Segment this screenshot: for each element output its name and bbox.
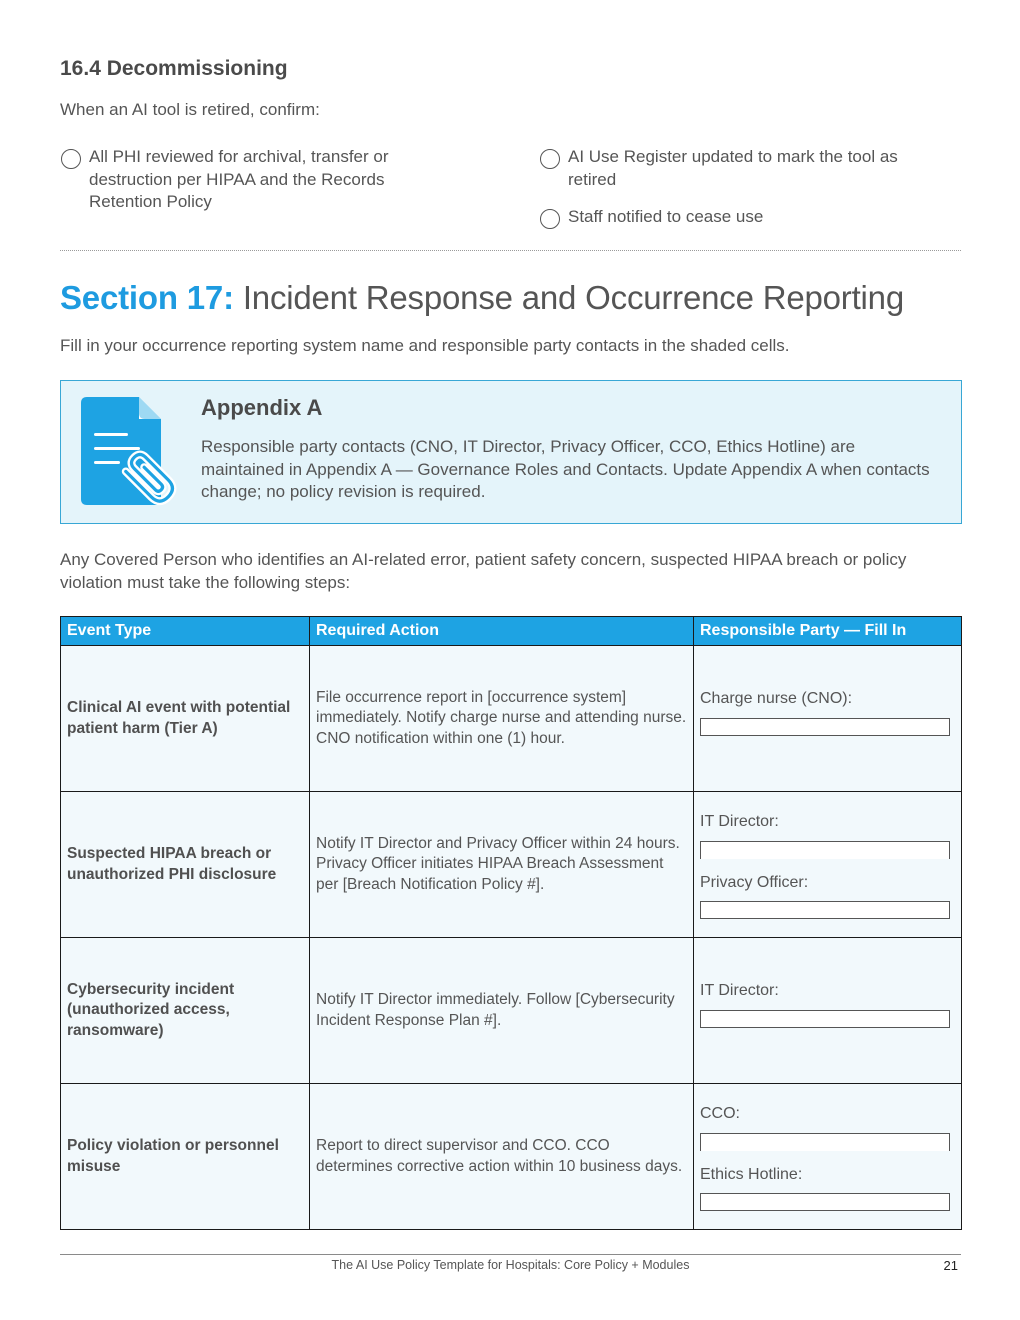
field-label: Privacy Officer: (700, 873, 809, 891)
fill-in-field[interactable] (700, 841, 950, 859)
appendix-callout (60, 380, 962, 524)
incident-steps-table (60, 616, 962, 1230)
document-paperclip-icon (81, 395, 177, 509)
event-type-cell: Clinical AI event with potential patient harm (Tier A) (61, 646, 310, 792)
table-row (61, 1084, 962, 1230)
field-label: CCO: (700, 1105, 740, 1123)
footer-title: The AI Use Policy Template for Hospitals: Core Policy + Modules (331, 1258, 690, 1272)
checklist-item[interactable] (60, 146, 440, 214)
checklist-item-label: AI Use Register updated to mark the tool as retired (568, 147, 898, 189)
checklist-item-label: Staff notified to cease use (568, 207, 764, 226)
section-number: Section 17: (60, 279, 234, 316)
checklist-item[interactable] (539, 206, 939, 229)
footer-rule (60, 1254, 961, 1255)
decommissioning-heading: 16.4 Decommissioning (60, 57, 288, 80)
responsible-party-cell (694, 938, 962, 1084)
responsible-party-cell (694, 646, 962, 792)
checkbox-circle-icon[interactable] (540, 209, 560, 229)
fill-in-field[interactable] (700, 1133, 950, 1151)
column-header-responsible-party: Responsible Party — Fill In (694, 617, 962, 646)
required-action-cell: Notify IT Director and Privacy Officer within 24 hours. Privacy Officer initiates HIPAA Breach Assessment per [Breach Notification Policy #]. (310, 792, 694, 938)
table-header-row (61, 617, 962, 646)
section-title (60, 279, 904, 317)
event-type-cell: Suspected HIPAA breach or unauthorized PHI disclosure (61, 792, 310, 938)
lead-paragraph: Any Covered Person who identifies an AI-related error, patient safety concern, suspected HIPAA breach or policy violation must take the following steps: (60, 550, 907, 592)
table-row (61, 646, 962, 792)
fill-in-field[interactable] (700, 1010, 950, 1028)
page-number: 21 (943, 1258, 958, 1273)
responsible-party-cell (694, 1084, 962, 1230)
field-label: IT Director: (700, 813, 779, 831)
checkbox-circle-icon[interactable] (540, 149, 560, 169)
required-action-cell: File occurrence report in [occurrence system] immediately. Notify charge nurse and attending nurse. CNO notification within one (1) hour. (310, 646, 694, 792)
field-label: Charge nurse (CNO): (700, 690, 853, 708)
checklist-item[interactable] (539, 146, 939, 191)
checkbox-circle-icon[interactable] (61, 149, 81, 169)
column-header-required-action: Required Action (310, 617, 694, 646)
table-row (61, 792, 962, 938)
required-action-cell: Notify IT Director immediately. Follow [Cybersecurity Incident Response Plan #]. (310, 938, 694, 1084)
table-row (61, 938, 962, 1084)
section-subtitle: Fill in your occurrence reporting system name and responsible party contacts in the shaded cells. (60, 336, 790, 355)
checklist-item-label: All PHI reviewed for archival, transfer or destruction per HIPAA and the Records Retention Policy (89, 147, 389, 211)
fill-in-field[interactable] (700, 1193, 950, 1211)
section-divider (60, 250, 961, 251)
callout-body: Responsible party contacts (CNO, IT Director, Privacy Officer, CCO, Ethics Hotline) are maintained in Appendix A — Governance Roles and Contacts. Update Appendix A when contacts change; no policy revision is required. (201, 437, 930, 502)
required-action-cell: Report to direct supervisor and CCO. CCO determines corrective action within 10 business days. (310, 1084, 694, 1230)
callout-heading: Appendix A (201, 395, 323, 420)
event-type-cell: Policy violation or personnel misuse (61, 1084, 310, 1230)
column-header-event-type: Event Type (61, 617, 310, 646)
event-type-cell: Cybersecurity incident (unauthorized access, ransomware) (61, 938, 310, 1084)
decommissioning-intro: When an AI tool is retired, confirm: (60, 100, 320, 119)
section-name: Incident Response and Occurrence Reporting (242, 279, 904, 316)
fill-in-field[interactable] (700, 901, 950, 919)
fill-in-field[interactable] (700, 718, 950, 736)
field-label: IT Director: (700, 982, 779, 1000)
field-label: Ethics Hotline: (700, 1165, 803, 1183)
responsible-party-cell (694, 792, 962, 938)
